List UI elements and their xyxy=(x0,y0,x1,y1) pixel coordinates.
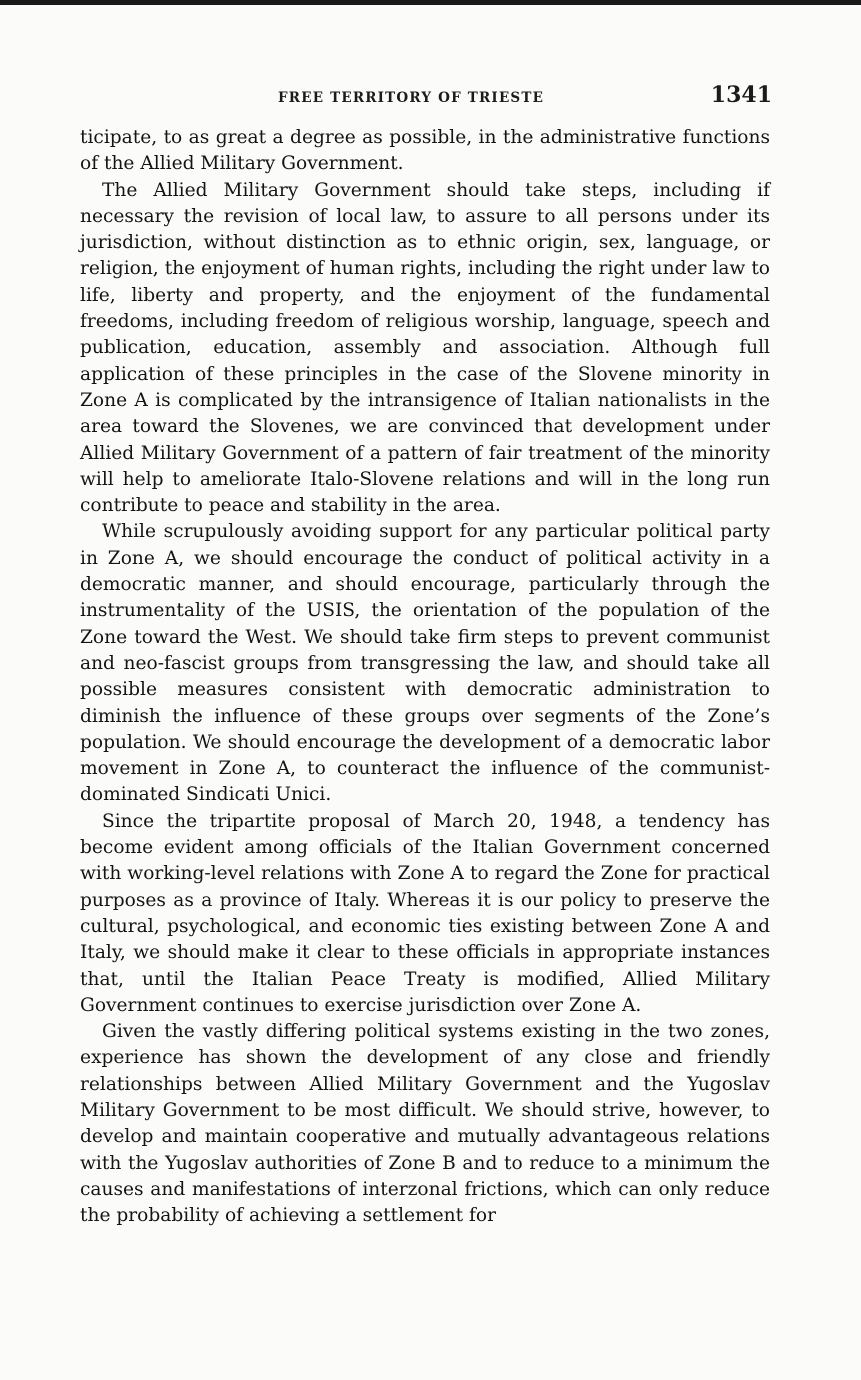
body-text xyxy=(80,125,770,1229)
running-title: FREE TERRITORY OF TRIESTE xyxy=(278,90,545,106)
paragraph: Given the vastly differing political systems existing in the two zones, experience has shown the development of any close and friendly relationships between Allied Military Government and the Yugoslav Military Government to be most difficult. We should strive, however, to develop and maintain cooperative and mutually advantageous relations with the Yugoslav authorities of Zone B and to reduce to a minimum the causes and manifestations of interzonal frictions, which can only reduce the probability of achieving a settlement for xyxy=(80,1021,770,1227)
scan-top-edge xyxy=(0,0,861,5)
paragraph: The Allied Military Government should take steps, including if necessary the revision of local law, to assure to all persons under its jurisdiction, without distinction as to ethnic origin, sex, language, or religion, the enjoyment of human rights, including the right under law to life, liberty and property, and the enjoyment of the fundamental freedoms, including freedom of religious worship, language, speech and publication, education, assembly and association. Although full application of these principles in the case of the Slovene minority in Zone A is complicated by the intransigence of Italian nationalists in the area toward the Slovenes, we are convinced that development under Allied Military Government of a pattern of fair treatment of the minority will help to ameliorate Italo-Slovene relations and will in the long run contribute to peace and stability in the area. xyxy=(80,179,770,517)
page-number: 1341 xyxy=(710,82,772,108)
paragraph: Since the tripartite proposal of March 20, 1948, a tendency has become evident among officials of the Italian Government concerned with working-level relations with Zone A to regard the Zone for practical purposes as a province of Italy. Whereas it is our policy to preserve the cultural, psychological, and economic ties existing between Zone A and Italy, we should make it clear to these officials in appropriate instances that, until the Italian Peace Treaty is modified, Allied Military Government continues to exercise jurisdiction over Zone A. xyxy=(80,810,770,1016)
paragraph: While scrupulously avoiding support for any particular political party in Zone A, we should encourage the conduct of political activity in a democratic manner, and should encourage, particularly through the instrumentality of the USIS, the orientation of the population of the Zone toward the West. We should take firm steps to prevent communist and neo-fascist groups from transgressing the law, and should take all possible measures consistent with democratic administration to diminish the influence of these groups over segments of the Zone’s population. We should encourage the development of a democratic labor movement in Zone A, to counteract the influence of the communist-dominated Sindicati Unici. xyxy=(80,521,770,806)
running-header xyxy=(82,80,772,116)
paragraph-continued: ticipate, to as great a degree as possible, in the administrative functions of the Allied Military Government. xyxy=(80,127,770,175)
